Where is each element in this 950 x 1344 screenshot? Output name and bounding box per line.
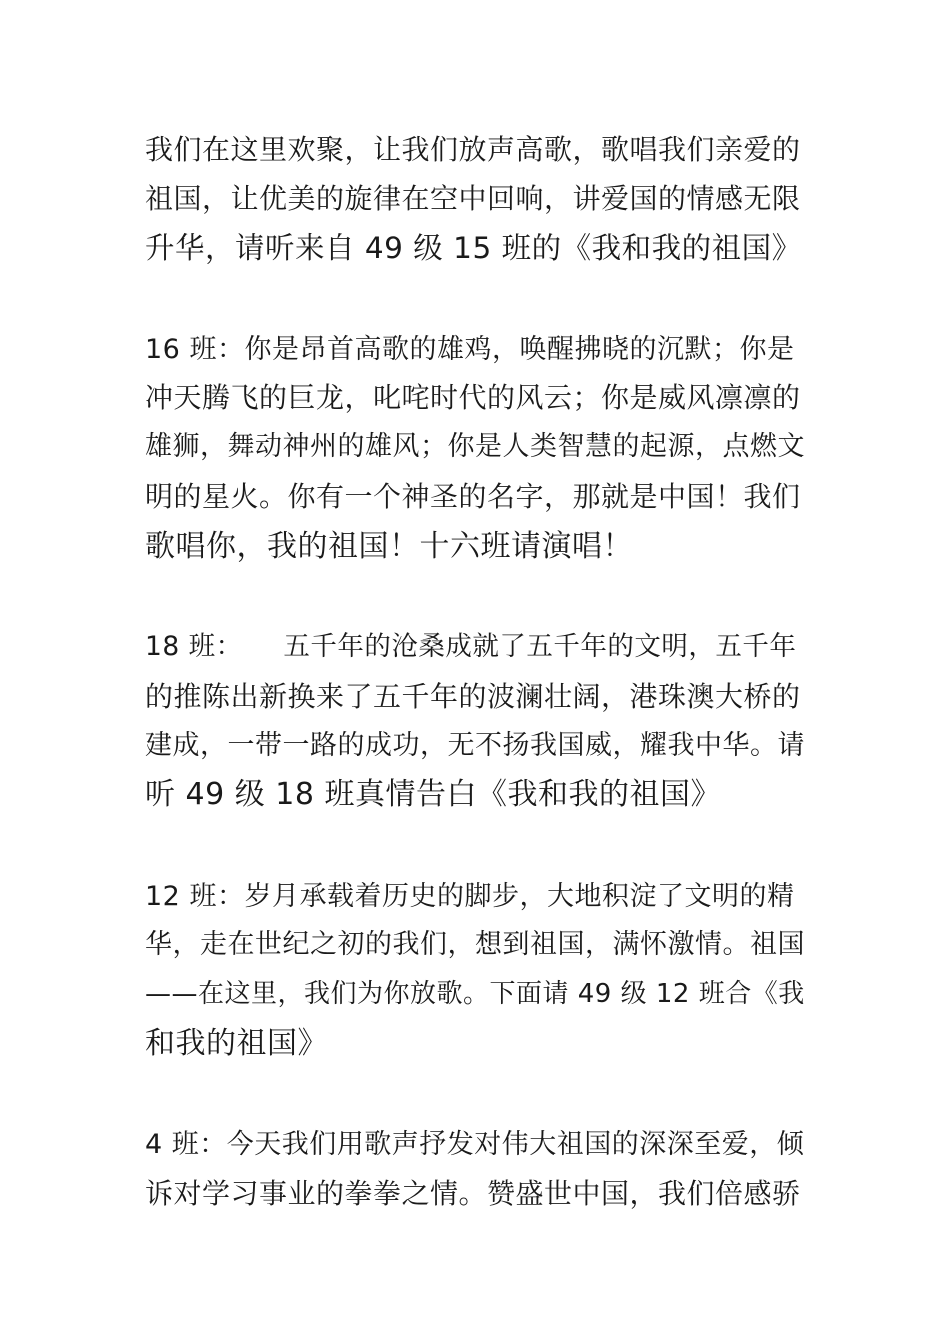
paragraph-2-line-3: 雄狮，舞动神州的雄风；你是人类智慧的起源，点燃文 (145, 431, 805, 462)
paragraph-4-line-4: 和我的祖国》 (145, 1026, 328, 1061)
paragraph-1-line-2: 祖国，让优美的旋律在空中回响，讲爱国的情感无限 (145, 182, 801, 215)
paragraph-3-line-4: 听 49 级 18 班真情告白《我和我的祖国》 (145, 777, 721, 812)
paragraph-5-line-2: 诉对学习事业的拳拳之情。赞盛世中国，我们倍感骄 (145, 1177, 801, 1210)
paragraph-4-line-1: 12 班：岁月承载着历史的脚步，大地积淀了文明的精 (145, 881, 795, 912)
paragraph-5-line-1: 4 班：今天我们用歌声抒发对伟大祖国的深深至爱，倾 (145, 1129, 805, 1160)
paragraph-3-line-3: 建成，一带一路的成功，无不扬我国威，耀我中华。请 (145, 730, 805, 761)
paragraph-4-line-2: 华，走在世纪之初的我们，想到祖国，满怀激情。祖国 (145, 929, 805, 960)
paragraph-3-line-1: 18 班： 五千年的沧桑成就了五千年的文明，五千年 (145, 631, 797, 662)
paragraph-2-line-4: 明的星火。你有一个神圣的名字，那就是中国！我们 (145, 480, 801, 513)
paragraph-2-line-2: 冲天腾飞的巨龙，叱咤时代的风云；你是威风凛凛的 (145, 381, 801, 414)
paragraph-2-line-1: 16 班：你是昂首高歌的雄鸡，唤醒拂晓的沉默；你是 (145, 334, 795, 365)
paragraph-1-line-1: 我们在这里欢聚，让我们放声高歌，歌唱我们亲爱的 (145, 133, 801, 166)
paragraph-4-line-3: ——在这里，我们为你放歌。下面请 49 级 12 班合《我 (145, 979, 805, 1009)
paragraph-3-line-2: 的推陈出新换来了五千年的波澜壮阔，港珠澳大桥的 (145, 680, 801, 713)
paragraph-2-line-5: 歌唱你，我的祖国！十六班请演唱！ (145, 529, 633, 564)
paragraph-1-line-3: 升华，请听来自 49 级 15 班的《我和我的祖国》 (145, 231, 802, 265)
